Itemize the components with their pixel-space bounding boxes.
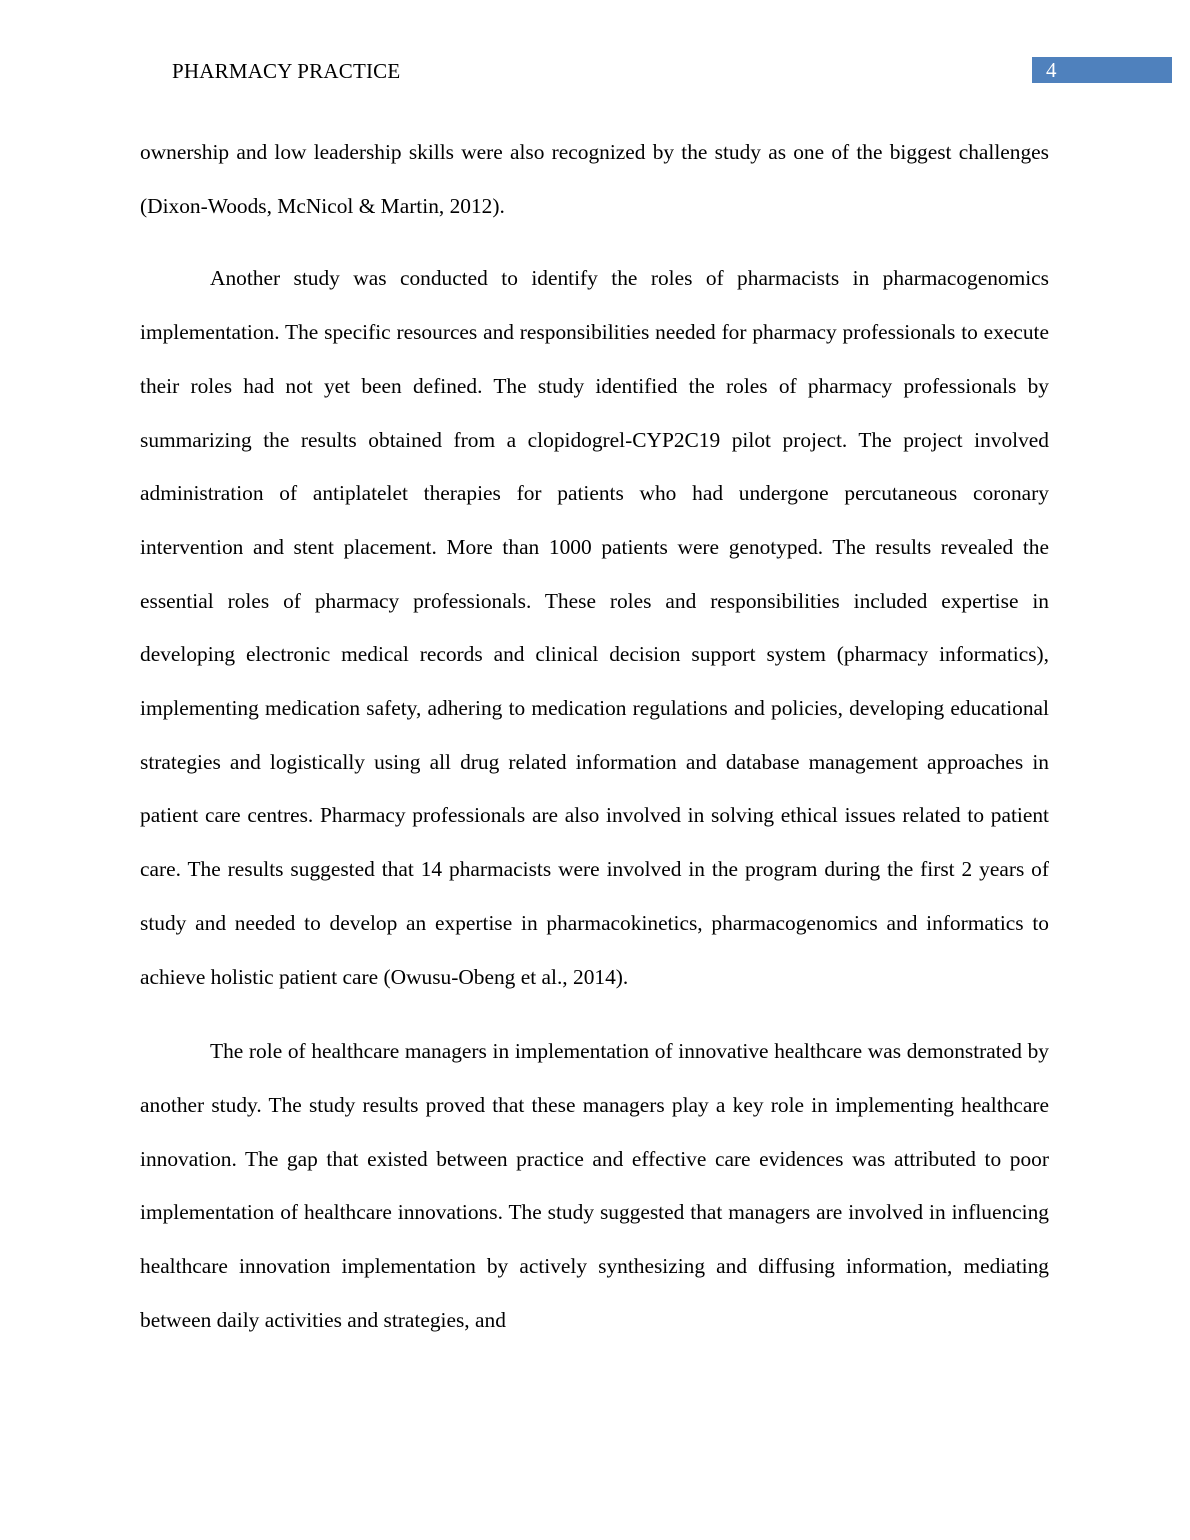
page-header — [0, 0, 1190, 100]
page-number-box — [1032, 57, 1172, 83]
document-body — [140, 126, 1049, 1347]
page-number: 4 — [1046, 58, 1057, 82]
paragraph-pharmacists-roles: Another study was conducted to identify the roles of pharmacists in pharmacogenomics implementation. The specific resources and responsibilities needed for pharmacy professionals to execute their roles had not yet been defined. The study identified the roles of pharmacy professionals by summarizing the results obtained from a clopidogrel-CYP2C19 pilot project. The project involved administration of antiplatelet therapies for patients who had undergone percutaneous coronary intervention and stent placement. More than 1000 patients were genotyped. The results revealed the essential roles of pharmacy professionals. These roles and responsibilities included expertise in developing electronic medical records and clinical decision support system (pharmacy informatics), implementing medication safety, adhering to medication regulations and policies, developing educational strategies and logistically using all drug related information and database management approaches in patient care centres. Pharmacy professionals are also involved in solving ethical issues related to patient care. The results suggested that 14 pharmacists were involved in the program during the first 2 years of study and needed to develop an expertise in pharmacokinetics, pharmacogenomics and informatics to achieve holistic patient care (Owusu-Obeng et al., 2014). — [140, 266, 1049, 989]
paragraph-healthcare-managers: The role of healthcare managers in implementation of innovative healthcare was demonstrated by another study. The study results proved that these managers play a key role in implementing healthcare innovation. The gap that existed between practice and effective care evidences was attributed to poor implementation of healthcare innovations. The study suggested that managers are involved in influencing healthcare innovation implementation by actively synthesizing and diffusing information, mediating between daily activities and strategies, and — [140, 1039, 1049, 1332]
running-head: PHARMACY PRACTICE — [172, 59, 401, 83]
paragraph-continued: ownership and low leadership skills were also recognized by the study as one of the biggest challenges (Dixon-Woods, McNicol & Martin, 2012). — [140, 140, 1049, 218]
